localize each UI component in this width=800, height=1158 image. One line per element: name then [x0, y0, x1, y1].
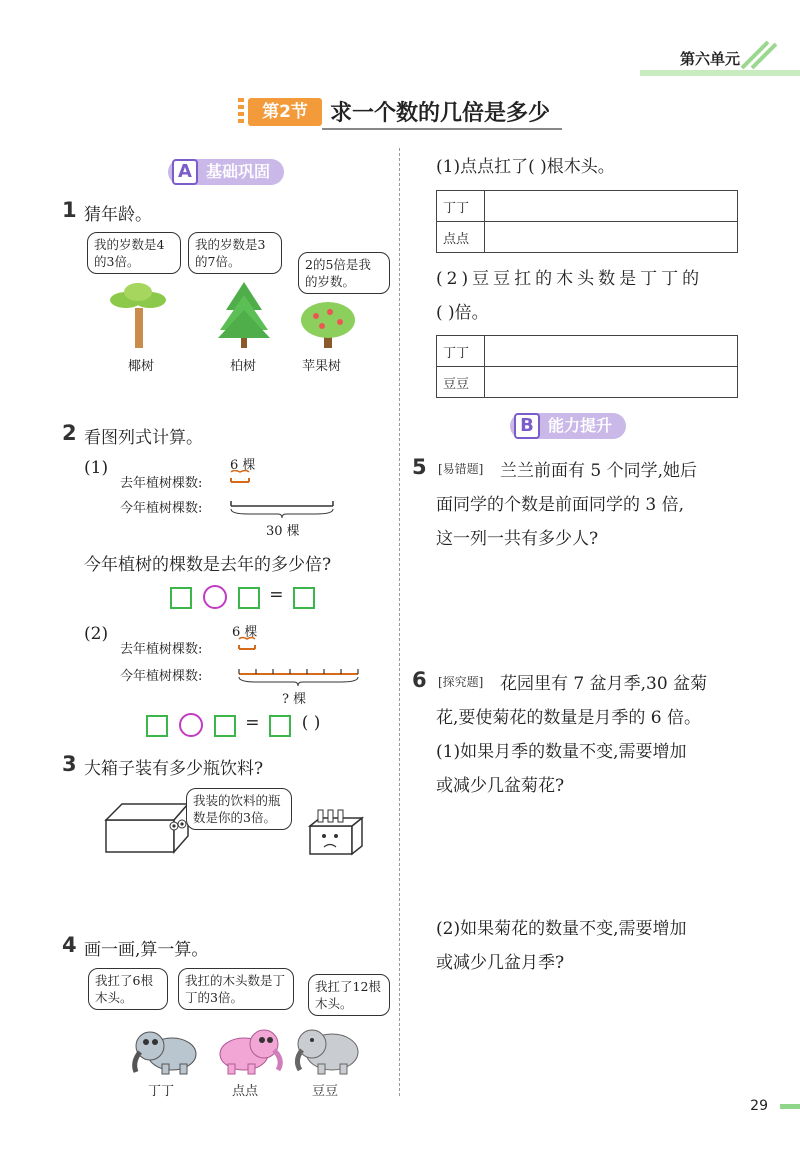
answer-cell[interactable] [485, 222, 738, 253]
q4-text: 画一画,算一算。 [84, 940, 209, 960]
apple-tree-icon [298, 298, 358, 350]
tree-label-apple: 苹果树 [302, 359, 342, 374]
equals-sign: = [269, 585, 284, 605]
q6-line1: 花园里有 7 盆月季,30 盆菊 [500, 674, 708, 694]
record-table-b [436, 335, 738, 398]
answer-cell[interactable] [485, 336, 738, 367]
q2-p1-bottom: 30 棵 [266, 524, 300, 539]
q2-p1-diagram [228, 470, 338, 520]
q6-tag: [探究题] [438, 675, 484, 689]
q4-bubble-1: 我扛了6根木头。 [88, 968, 168, 1010]
q6-number: 6 [412, 668, 427, 692]
header-bar [640, 70, 800, 76]
q1-bubble-1: 我的岁数是4的3倍。 [87, 232, 181, 274]
elephant-diandian-icon [214, 1022, 286, 1076]
q6-line2: 花,要使菊花的数量是月季的 6 倍。 [436, 708, 702, 728]
q6-line5: (2)如果菊花的数量不变,需要增加 [436, 919, 687, 939]
q2-p1-label: (1) [84, 458, 109, 478]
q5-tag: [易错题] [438, 462, 484, 476]
q2-p1-equation [170, 585, 315, 613]
part-b-badge [510, 413, 626, 439]
q2-number: 2 [62, 421, 77, 445]
q1-bubble-2: 我的岁数是3的7倍。 [188, 232, 282, 274]
q6-line4: 或减少几盆菊花? [436, 776, 565, 796]
q4-sub1: (1)点点扛了( )根木头。 [436, 157, 615, 177]
row-label: 点点 [437, 222, 485, 253]
q2-p2-top: 6 棵 [232, 625, 258, 640]
operator-circle[interactable] [179, 713, 203, 737]
q6-line3: (1)如果月季的数量不变,需要增加 [436, 742, 687, 762]
part-a-badge [168, 159, 284, 185]
q5-line2: 面同学的个数是前面同学的 3 倍, [436, 495, 685, 515]
q2-p1-this-year: 今年植树棵数: [120, 501, 203, 516]
q2-p1-question: 今年植树的棵数是去年的多少倍? [84, 555, 332, 575]
part-b-letter: B [514, 413, 540, 439]
q4-sub2-line2: ( )倍。 [436, 303, 489, 323]
q6-line6: 或减少几盆月季? [436, 953, 565, 973]
row-label: 豆豆 [437, 367, 485, 398]
q2-text: 看图列式计算。 [84, 428, 203, 448]
title-underline [322, 128, 562, 130]
q2-p2-equation [146, 713, 320, 741]
q3-text: 大箱子装有多少瓶饮料? [84, 759, 264, 779]
answer-box[interactable] [214, 715, 236, 737]
q5-line1: 兰兰前面有 5 个同学,她后 [500, 461, 698, 481]
q2-p1-last-year: 去年植树棵数: [120, 476, 203, 491]
unit-label: 第六单元 [679, 50, 740, 68]
q4-number: 4 [62, 933, 77, 957]
answer-box[interactable] [293, 587, 315, 609]
q4-sub2-line1: (2)豆豆扛的木头数是丁丁的 [436, 269, 704, 289]
operator-circle[interactable] [203, 585, 227, 609]
name-dingding: 丁丁 [148, 1084, 175, 1099]
q2-p2-bottom: ? 棵 [282, 692, 307, 707]
tree-label-palm: 椰树 [128, 359, 155, 374]
q2-p1-top: 6 棵 [230, 458, 256, 473]
answer-box[interactable] [170, 587, 192, 609]
elephant-doudou-icon [292, 1020, 364, 1076]
column-divider [399, 148, 400, 1096]
name-doudou: 豆豆 [312, 1084, 339, 1099]
answer-box[interactable] [238, 587, 260, 609]
answer-cell[interactable] [485, 367, 738, 398]
q3-number: 3 [62, 752, 77, 776]
section-badge: 第2节 [248, 98, 322, 126]
unit-paren: ( ) [301, 713, 321, 733]
name-diandian: 点点 [232, 1084, 259, 1099]
answer-box[interactable] [269, 715, 291, 737]
q5-line3: 这一列一共有多少人? [436, 529, 599, 549]
page-number: 29 [750, 1098, 768, 1114]
q2-p2-label: (2) [84, 624, 109, 644]
answer-cell[interactable] [485, 191, 738, 222]
part-a-title: 基础巩固 [206, 162, 271, 181]
q1-text: 猜年龄。 [84, 205, 152, 225]
q3-bubble: 我装的饮料的瓶数是你的3倍。 [186, 788, 292, 830]
q1-number: 1 [62, 198, 77, 222]
part-a-letter: A [172, 159, 198, 185]
q4-bubble-2: 我扛的木头数是丁丁的3倍。 [178, 968, 294, 1010]
part-b-title: 能力提升 [548, 416, 613, 435]
row-label: 丁丁 [437, 191, 485, 222]
row-label: 丁丁 [437, 336, 485, 367]
section-title: 求一个数的几倍是多少 [330, 101, 551, 126]
page-number-bar [780, 1104, 800, 1109]
tree-label-cypress: 柏树 [230, 359, 257, 374]
equals-sign: = [245, 713, 260, 733]
q1-bubble-3: 2的5倍是我的岁数。 [298, 252, 390, 294]
q4-bubble-3: 我扛了12根木头。 [308, 974, 390, 1016]
q2-p2-diagram [236, 636, 362, 686]
palm-tree-icon [108, 280, 168, 350]
record-table-a [436, 190, 738, 253]
q5-number: 5 [412, 455, 427, 479]
elephant-dingding-icon [128, 1024, 200, 1076]
q2-p2-last-year: 去年植树棵数: [120, 642, 203, 657]
cypress-tree-icon [214, 280, 274, 350]
q2-p2-this-year: 今年植树棵数: [120, 669, 203, 684]
small-box-icon [306, 808, 366, 856]
answer-box[interactable] [146, 715, 168, 737]
stripe-decoration-icon [738, 40, 778, 70]
big-box-icon [104, 800, 190, 855]
